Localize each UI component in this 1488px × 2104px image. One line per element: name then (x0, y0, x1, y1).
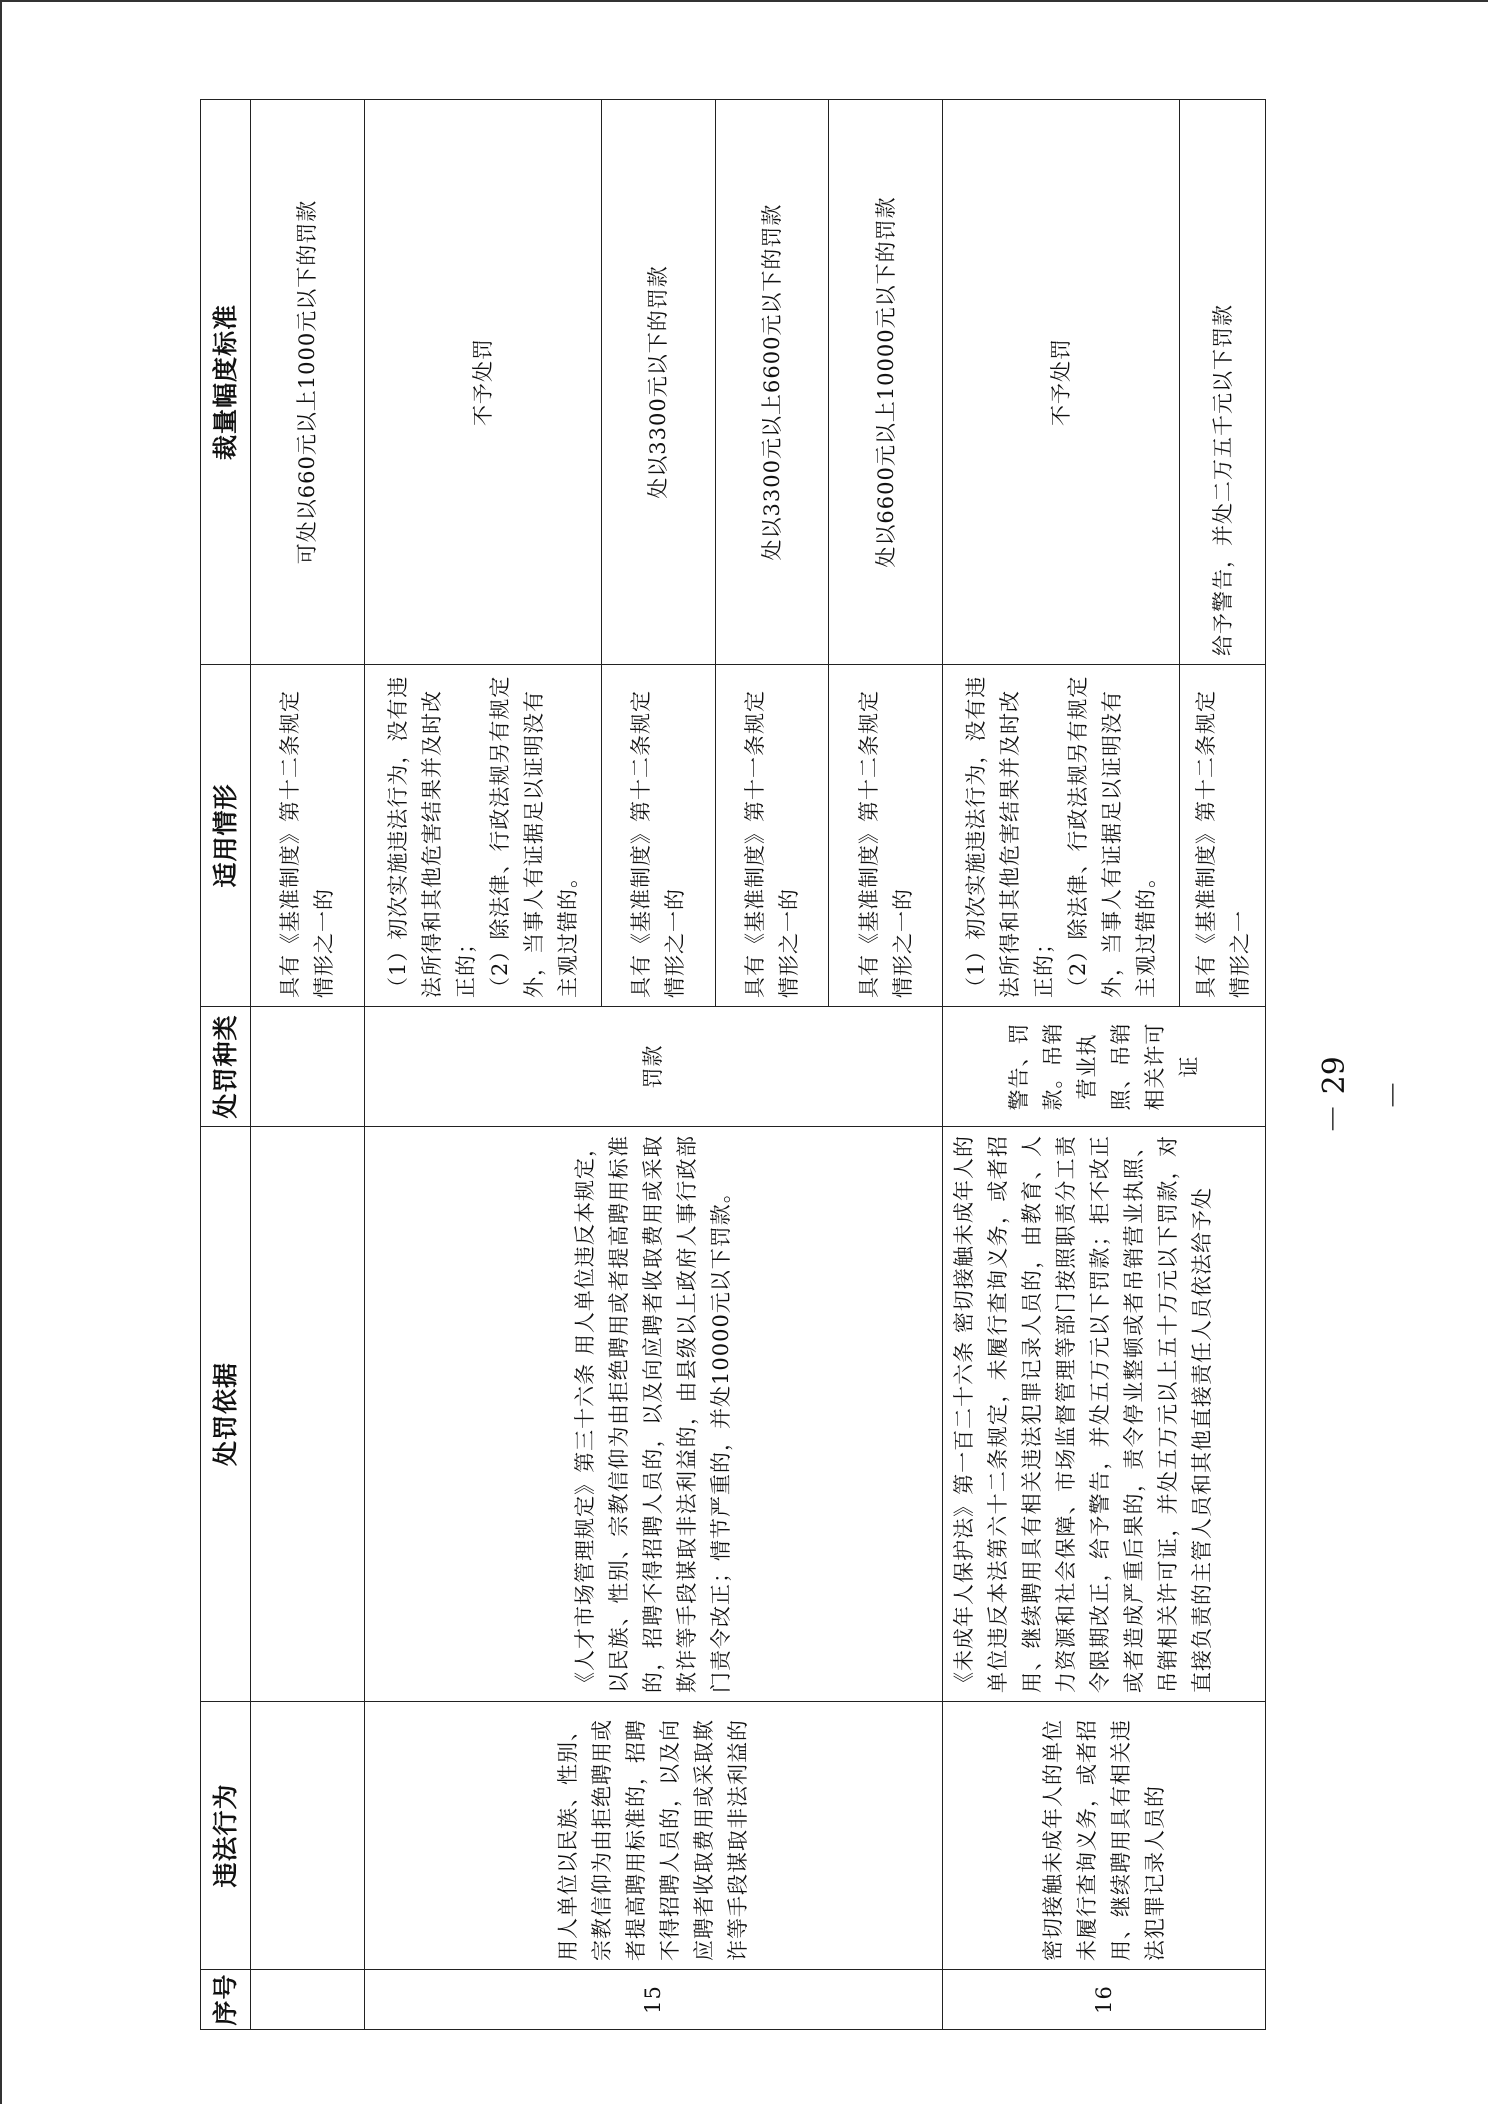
scan-border-top (0, 0, 1488, 2)
row16-basis: 《未成年人保护法》第一百二十六条 密切接触未成年人的单位违反本法第六十二条规定，未履行查询义务，或者招用、继续聘用具有相关违法犯罪记录人员的，由教育、人力资源和社会保障、市场监督管理等部门按照职责分工责令限期改正，给予警告，并处五万元以下罚款；拒不改正或者造成严重后果的，责令停业整顿或者吊销营业执照、吊销相关许可证，并处五万元以上五十万元以下罚款，对直接负责的主管人员和其他直接责任人员依法给予处 (942, 1127, 1265, 1702)
row15-sub2-situation: 具有《基准制度》第十一条规定情形之一的 (715, 665, 829, 1007)
table-row (251, 100, 365, 2030)
row16-sub0-situation: （1）初次实施违法行为，没有违法所得和其他危害结果并及时改正的； （2）除法律、行政法规另有规定外，当事人有证据足以证明没有主观过错的。 (942, 665, 1179, 1007)
row16-seq: 16 (942, 1970, 1265, 2030)
row15-seq: 15 (364, 1970, 942, 2030)
row15-sub0-situation: （1）初次实施违法行为，没有违法所得和其他危害结果并及时改正的； （2）除法律、行政法规另有规定外，当事人有证据足以证明没有主观过错的。 (364, 665, 601, 1007)
row15-sub2-range: 处以3300元以上6600元以下的罚款 (715, 100, 829, 665)
row15-act: 用人单位以民族、性别、宗教信仰为由拒绝聘用或者提高聘用标准的，招聘不得招聘人员的，以及向应聘者收取费用或采取欺诈等手段谋取非法利益的 (364, 1702, 942, 1970)
header-basis: 处罚依据 (201, 1127, 251, 1702)
header-situation: 适用情形 (201, 665, 251, 1007)
header-range: 裁量幅度标准 (201, 100, 251, 665)
prev-situation: 具有《基准制度》第十二条规定情形之一的 (251, 665, 365, 1007)
row15-sub0-range: 不予处罚 (364, 100, 601, 665)
row15-basis: 《人才市场管理规定》第三十六条 用人单位违反本规定，以民族、性别、宗教信仰为由拒绝聘用或者提高聘用标准的，招聘不得招聘人员的，以及向应聘者收取费用或采取欺诈等手段谋取非法利益的，由县级以上政府人事行政部门责令改正；情节严重的，并处10000元以下罚款。 (364, 1127, 942, 1702)
header-seq: 序号 (201, 1970, 251, 2030)
header-act: 违法行为 (201, 1702, 251, 1970)
row15-sub1-range: 处以3300元以下的罚款 (602, 100, 716, 665)
row16-sub1-situation: 具有《基准制度》第十二条规定情形之一 (1180, 665, 1266, 1007)
row16-sub1-range: 给予警告，并处二万五千元以下罚款 (1180, 100, 1266, 665)
penalty-table (200, 99, 1266, 2030)
prev-range: 可处以660元以上1000元以下的罚款 (251, 100, 365, 665)
table-row (364, 100, 601, 2030)
row15-sub1-situation: 具有《基准制度》第十二条规定情形之一的 (602, 665, 716, 1007)
row15-type: 罚款 (364, 1007, 942, 1127)
row16-sub0-range: 不予处罚 (942, 100, 1179, 665)
row16-type: 警告、罚款。吊销营业执照、吊销相关许可证 (942, 1007, 1265, 1127)
row15-sub3-situation: 具有《基准制度》第十二条规定情形之一的 (829, 665, 943, 1007)
page-number: － 29 － (1317, 1056, 1412, 1134)
row15-sub3-range: 处以6600元以上10000元以下的罚款 (829, 100, 943, 665)
header-row (201, 100, 251, 2030)
rotated-page (200, 100, 1266, 2030)
scan-border-left (0, 0, 2, 2104)
header-type: 处罚种类 (201, 1007, 251, 1127)
row16-act: 密切接触未成年人的单位未履行查询义务，或者招用、继续聘用具有相关违法犯罪记录人员的 (942, 1702, 1265, 1970)
table-row (942, 100, 1179, 2030)
